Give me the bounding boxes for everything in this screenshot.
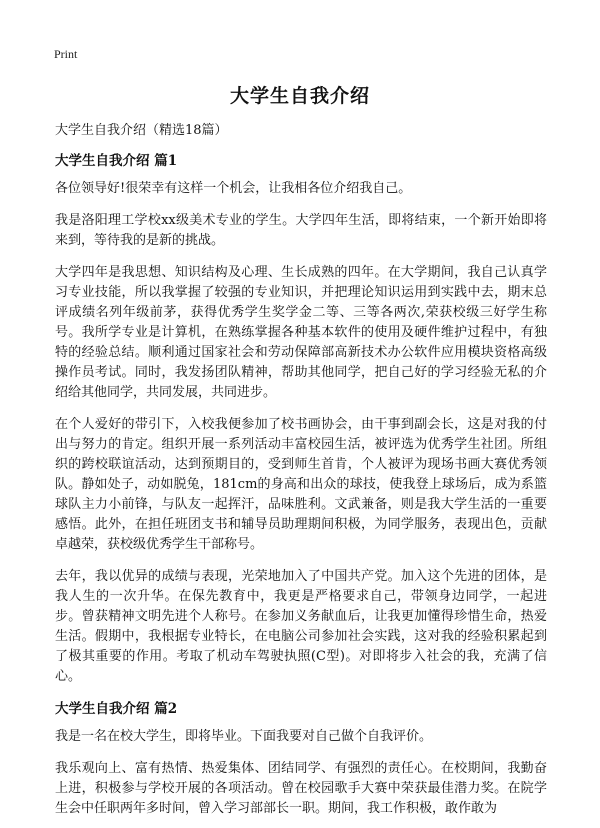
section-1 xyxy=(55,151,547,687)
paragraph: 大学四年是我思想、知识结构及心理、生长成熟的四年。在大学期间，我自己认真学习专业技能，所以我掌握了较强的专业知识，并把理论知识运用到实践中去，期末总评成绩名列年级前茅，获得优秀学生奖学金二等、三等各两次,荣获校级三好学生称号。我所学专业是计算机，在熟练掌握各种基本软件的使用及硬件维护过程中，有独特的经验总结。顺利通过国家社会和劳动保障部高新技术办公软件应用模块资格高级操作员考试。同时，我发扬团队精神，帮助其他同学，把自己好的学习经验无私的介绍给其他同学，共同发展，共同进步。 xyxy=(55,265,547,400)
section-2 xyxy=(55,699,547,819)
print-link[interactable]: Print xyxy=(54,47,78,61)
section-heading: 大学生自我介绍 篇1 xyxy=(55,153,178,169)
paragraph: 我是洛阳理工学校xx级美术专业的学生。大学四年生活，即将结束，一个新开始即将来到，等待我的是新的挑战。 xyxy=(55,213,547,248)
paragraph: 我乐观向上、富有热情、热爱集体、团结同学、有强烈的责任心。在校期间，我勤奋上进，积极参与学校开展的各项活动。曾在校园歌手大赛中荣获最佳潜力奖。在院学生会中任职两年多时间，曾入学习部部长一职。期间，我工作积极，敢作敢为 xyxy=(55,761,547,816)
paragraph: 在个人爱好的带引下，入校我便参加了校书画协会，由干事到副会长，这是对我的付出与努力的肯定。组织开展一系列活动丰富校园生活，被评选为优秀学生社团。所组织的跨校联谊活动，达到预期目的，受到师生首肯，个人被评为现场书画大赛优秀领队。静如处子，动如脱兔，181cm的身高和出众的球技，使我登上球场后，成为系篮球队主力小前锋，与队友一起挥汗，品味胜利。文武兼备，则是我大学生活的一重要感悟。此外，在担任班团支书和辅导员助理期间积极，为同学服务，表现出色，贡献卓越荣，获校级优秀学生干部称号。 xyxy=(55,417,547,552)
paragraph: 各位领导好!很荣幸有这样一个机会，让我相各位介绍我自己。 xyxy=(55,181,412,196)
document-content xyxy=(55,121,547,828)
page-title: 大学生自我介绍 xyxy=(229,85,370,107)
paragraph: 去年，我以优异的成绩与表现，光荣地加入了中国共产党。加入这个先进的团体，是我人生的一次升华。在保先教育中，我更是严格要求自己，带领身边同学，一起进步。曾获精神文明先进个人称号。在参加义务献血后，让我更加懂得珍惜生命，热爱生活。假期中，我根据专业特长，在电脑公司参加社会实践，这对我的经验积累起到了极其重要的作用。考取了机动车驾驶执照(C型)。对即将步入社会的我，充满了信心。 xyxy=(55,569,547,684)
paragraph: 我是一名在校大学生，即将毕业。下面我要对自己做个自我评价。 xyxy=(55,729,433,744)
section-heading: 大学生自我介绍 篇2 xyxy=(55,701,178,717)
document-subtitle: 大学生自我介绍（精选18篇） xyxy=(55,123,228,138)
